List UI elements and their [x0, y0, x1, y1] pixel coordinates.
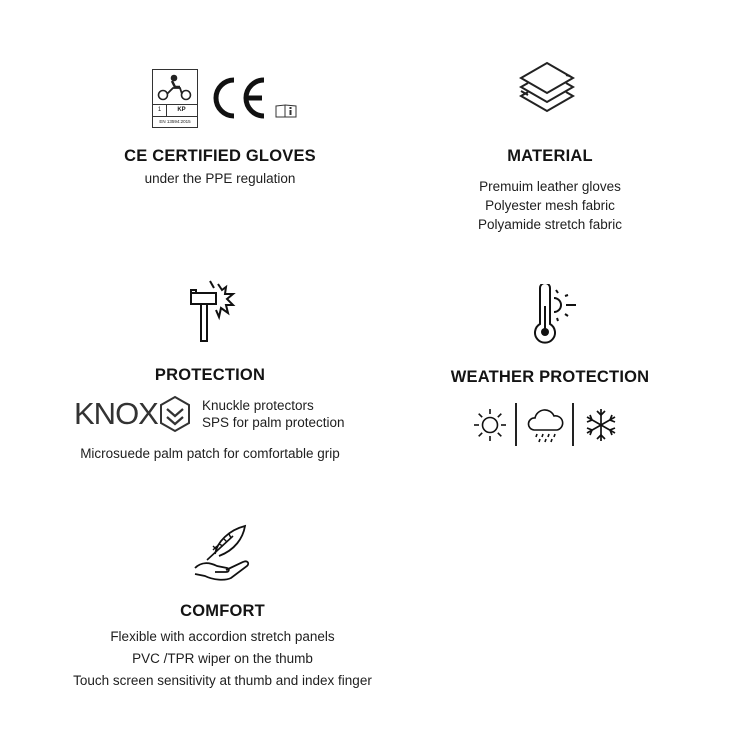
ce-certification-box: [152, 69, 198, 128]
comfort-line-1: Flexible with accordion stretch panels: [110, 629, 335, 644]
thermometer-sun-icon: [530, 284, 578, 344]
protection-extra-wrap: [40, 444, 380, 463]
knox-logo-text: KNOX: [74, 396, 158, 431]
knox-features: [202, 397, 345, 431]
material-section: [430, 147, 670, 234]
feature-knuckle: Knuckle protectors: [202, 398, 314, 413]
protection-extra: Microsuede palm patch for comfortable grip: [80, 446, 340, 461]
weather-section: [430, 368, 670, 387]
info-book-icon: [275, 104, 297, 118]
comfort-line-2: PVC /TPR wiper on the thumb: [132, 651, 313, 666]
motorcycle-icon: [153, 70, 196, 104]
snowflake-icon: [584, 408, 618, 442]
weather-divider-1: [515, 403, 517, 446]
cert-code: KP: [177, 107, 186, 113]
protection-section: [80, 366, 340, 385]
protection-title: PROTECTION: [154, 366, 266, 384]
material-title: MATERIAL: [507, 147, 593, 165]
feature-sps: SPS for palm protection: [202, 415, 345, 430]
ce-mark-icon: [210, 76, 268, 120]
hand-feather-icon: [193, 524, 255, 582]
material-line-1: Premuim leather gloves: [479, 179, 621, 194]
weather-title: WEATHER PROTECTION: [450, 368, 650, 386]
ce-title: CE CERTIFIED GLOVES: [124, 147, 316, 165]
knox-shield-icon: [158, 395, 192, 433]
material-line-2: Polyester mesh fabric: [485, 198, 615, 213]
sun-icon: [473, 408, 507, 442]
ce-subtitle: under the PPE regulation: [144, 171, 296, 186]
ce-section: [60, 147, 380, 188]
cert-standard: EN 13594:2015: [159, 119, 191, 124]
weather-divider-2: [572, 403, 574, 446]
hammer-impact-icon: [188, 280, 236, 344]
comfort-section: [40, 602, 405, 692]
material-line-3: Polyamide stretch fabric: [477, 217, 623, 232]
comfort-title: COMFORT: [180, 602, 265, 620]
comfort-line-3: Touch screen sensitivity at thumb and index finger: [73, 673, 372, 688]
rain-cloud-icon: [526, 406, 564, 444]
fabric-layers-icon: [518, 61, 576, 119]
cert-level: 1: [157, 107, 162, 113]
